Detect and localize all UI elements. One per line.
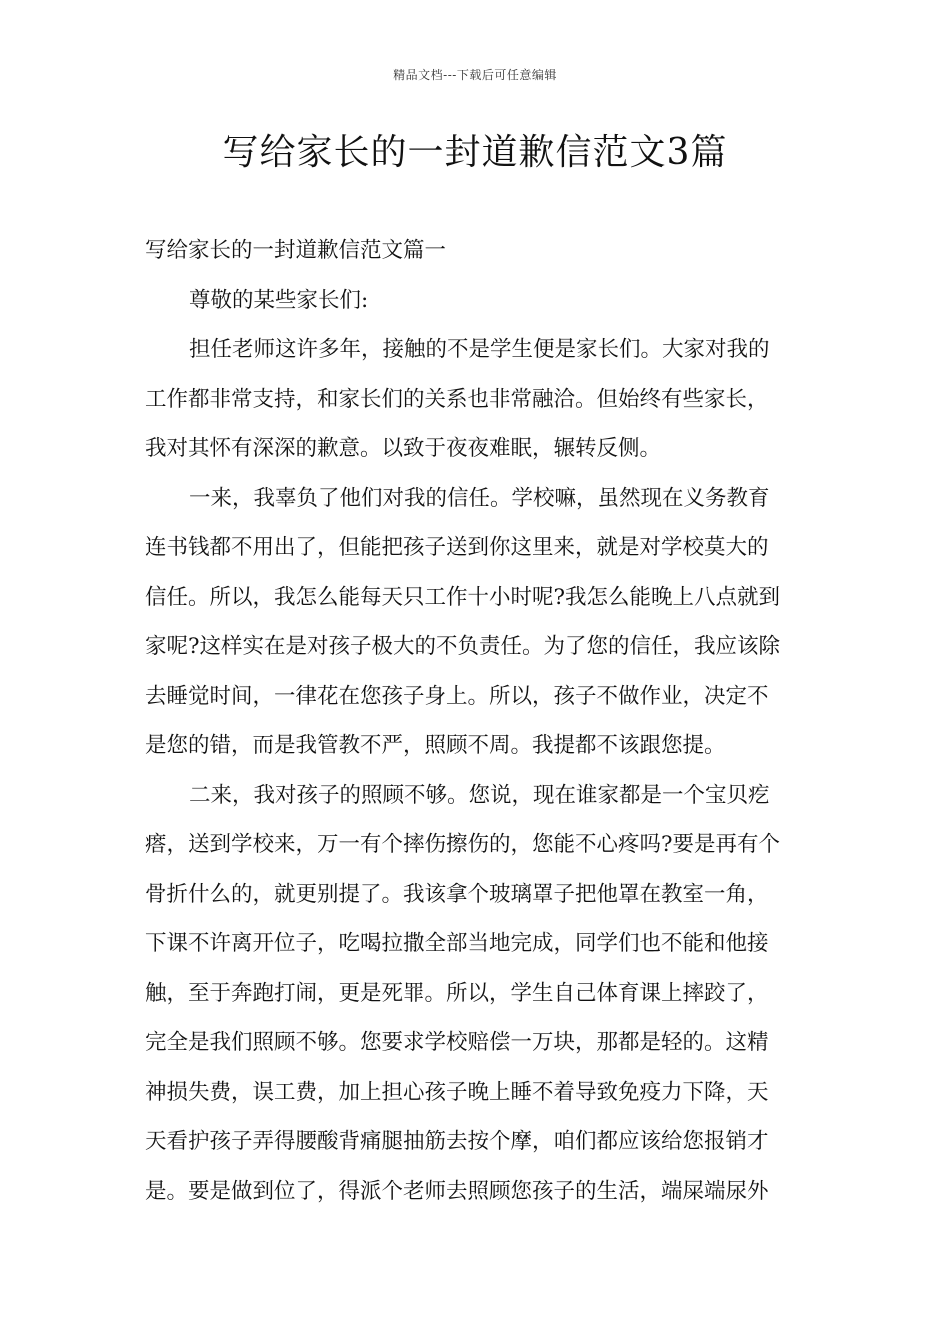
header-note: 精品文档---下载后可任意编辑 <box>393 68 557 82</box>
paragraph-line: 一来，我辜负了他们对我的信任。学校嘛，虽然现在义务教育 <box>189 485 770 511</box>
paragraph-line: 家呢?这样实在是对孩子极大的不负责任。为了您的信任，我应该除 <box>145 634 781 659</box>
paragraph-line: 神损失费，误工费，加上担心孩子晚上睡不着导致免疫力下降，天 <box>145 1079 769 1105</box>
paragraph-line: 是您的错，而是我管教不严，照顾不周。我提都不该跟您提。 <box>145 733 726 758</box>
paragraph-line: 我对其怀有深深的歉意。以致于夜夜难眠，辗转反侧。 <box>145 436 662 461</box>
paragraph-line: 骨折什么的，就更别提了。我该拿个玻璃罩子把他罩在教室一角， <box>145 881 769 907</box>
paragraph-line: 工作都非常支持，和家长们的关系也非常融洽。但始终有些家长， <box>145 386 769 412</box>
paragraph-line: 完全是我们照顾不够。您要求学校赔偿一万块，那都是轻的。这精 <box>145 1030 769 1055</box>
section-heading: 写给家长的一封道歉信范文篇一 <box>145 238 447 263</box>
paragraph-line: 是。要是做到位了，得派个老师去照顾您孩子的生活，端屎端尿外 <box>145 1178 769 1204</box>
paragraph-line: 信任。所以，我怎么能每天只工作十小时呢?我怎么能晚上八点就到 <box>145 584 781 610</box>
paragraph-line: 二来，我对孩子的照顾不够。您说，现在谁家都是一个宝贝疙 <box>189 782 770 808</box>
paragraph-line: 连书钱都不用出了，但能把孩子送到你这里来，就是对学校莫大的 <box>145 535 769 560</box>
paragraph-line: 瘩，送到学校来，万一有个摔伤擦伤的，您能不心疼吗?要是再有个 <box>145 832 781 857</box>
paragraph-line: 去睡觉时间，一律花在您孩子身上。所以，孩子不做作业，决定不 <box>145 683 769 709</box>
document-title: 写给家长的一封道歉信范文3篇 <box>222 132 728 173</box>
paragraph-line: 担任老师这许多年，接触的不是学生便是家长们。大家对我的 <box>189 337 770 362</box>
paragraph-line: 触，至于奔跑打闹，更是死罪。所以，学生自己体育课上摔跤了， <box>145 980 769 1006</box>
document-body <box>145 226 808 1216</box>
salutation: 尊敬的某些家长们: <box>189 287 369 313</box>
paragraph-line: 天看护孩子弄得腰酸背痛腿抽筋去按个摩，咱们都应该给您报销才 <box>145 1129 769 1154</box>
paragraph-line: 下课不许离开位子，吃喝拉撒全部当地完成，同学们也不能和他接 <box>145 931 769 956</box>
